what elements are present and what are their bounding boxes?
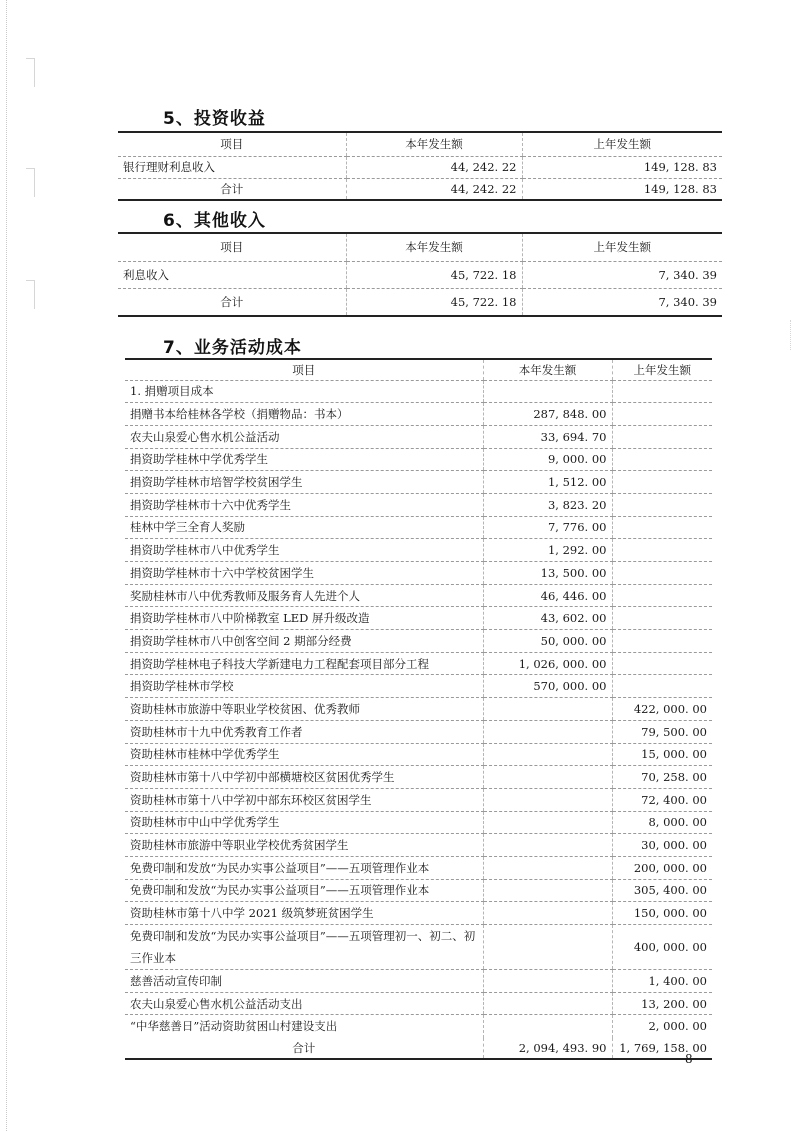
table-row	[118, 156, 722, 178]
table-row	[125, 834, 712, 857]
row-previous	[612, 471, 712, 494]
total-label: 合计	[292, 1040, 316, 1055]
row-item: 资助桂林市十九中优秀教育工作者	[125, 720, 483, 743]
table-row	[125, 856, 712, 879]
table-row	[125, 607, 712, 630]
table-row	[125, 425, 712, 448]
header-item: 项目	[118, 132, 346, 156]
row-item: 捐资助学桂林市培智学校贫困学生	[125, 471, 483, 494]
row-item: 捐资助学桂林市学校	[125, 675, 483, 698]
row-previous: 149, 128. 83	[522, 156, 722, 178]
row-item: 资助桂林市第十八中学初中部横塘校区贫困优秀学生	[125, 766, 483, 789]
row-item: 捐资助学桂林中学优秀学生	[125, 448, 483, 471]
row-item: 捐资助学桂林市八中阶梯教室 LED 屏升级改造	[125, 607, 483, 630]
header-current-year: 本年发生额	[346, 132, 522, 156]
row-item: 资助桂林市旅游中等职业学校优秀贫困学生	[125, 834, 483, 857]
table-row	[125, 493, 712, 516]
binding-hole-mark	[26, 168, 35, 197]
row-current: 13, 500. 00	[483, 562, 612, 585]
row-item: 农夫山泉爱心售水机公益活动	[125, 425, 483, 448]
table-row	[125, 788, 712, 811]
row-item: 慈善活动宣传印制	[125, 970, 483, 993]
row-current	[483, 856, 612, 879]
header-previous-year: 上年发生额	[522, 233, 722, 261]
row-item: 桂林中学三全育人奖励	[125, 516, 483, 539]
table-row	[125, 992, 712, 1015]
row-previous: 15, 000. 00	[612, 743, 712, 766]
row-item: 资助桂林市旅游中等职业学校贫困、优秀教师	[125, 698, 483, 721]
total-row	[118, 178, 722, 200]
row-item: 免费印制和发放“为民办实事公益项目”——五项管理作业本	[125, 879, 483, 902]
row-item: 捐资助学桂林市十六中优秀学生	[125, 493, 483, 516]
row-current: 1, 292. 00	[483, 539, 612, 562]
scan-artifact-mark	[790, 320, 797, 350]
row-item: 资助桂林市中山中学优秀学生	[125, 811, 483, 834]
investment-income-table	[118, 131, 722, 201]
row-previous	[612, 448, 712, 471]
other-income-table	[118, 232, 722, 317]
row-previous: 150, 000. 00	[612, 902, 712, 925]
row-item: 农夫山泉爱心售水机公益活动支出	[125, 992, 483, 1015]
header-current-year: 本年发生额	[346, 233, 522, 261]
row-current	[483, 811, 612, 834]
row-current	[483, 766, 612, 789]
row-previous	[612, 562, 712, 585]
table-row	[125, 652, 712, 675]
row-previous: 13, 200. 00	[612, 992, 712, 1015]
row-previous	[612, 607, 712, 630]
row-previous: 7, 340. 39	[522, 261, 722, 288]
row-previous: 1, 400. 00	[612, 970, 712, 993]
total-current: 2, 094, 493. 90	[483, 1038, 612, 1059]
header-item: 项目	[125, 359, 483, 380]
row-previous: 8, 000. 00	[612, 811, 712, 834]
table-row	[125, 720, 712, 743]
row-previous	[612, 380, 712, 403]
table-row	[125, 403, 712, 426]
header-item: 项目	[118, 233, 346, 261]
binding-hole-mark	[26, 280, 35, 309]
table-row	[125, 516, 712, 539]
table-row	[125, 471, 712, 494]
row-current: 43, 602. 00	[483, 607, 612, 630]
row-previous	[612, 425, 712, 448]
row-previous: 2, 000. 00	[612, 1015, 712, 1038]
row-current: 1, 512. 00	[483, 471, 612, 494]
row-previous: 305, 400. 00	[612, 879, 712, 902]
table-row	[125, 630, 712, 653]
row-current	[483, 1015, 612, 1038]
total-label: 合计	[220, 181, 244, 196]
row-item: 资助桂林市第十八中学 2021 级筑梦班贫困学生	[125, 902, 483, 925]
row-current: 1, 026, 000. 00	[483, 652, 612, 675]
row-previous	[612, 493, 712, 516]
row-item: 捐资助学桂林电子科技大学新建电力工程配套项目部分工程	[125, 652, 483, 675]
row-previous	[612, 630, 712, 653]
row-current	[483, 970, 612, 993]
row-item: 资助桂林市桂林中学优秀学生	[125, 743, 483, 766]
table-row	[125, 879, 712, 902]
row-previous: 72, 400. 00	[612, 788, 712, 811]
header-previous-year: 上年发生额	[522, 132, 722, 156]
table-row	[125, 584, 712, 607]
section-title-business-cost: 7、业务活动成本	[163, 338, 302, 358]
row-current: 46, 446. 00	[483, 584, 612, 607]
table-header-row	[118, 132, 722, 156]
row-previous: 30, 000. 00	[612, 834, 712, 857]
total-previous: 1, 769, 158. 00	[612, 1038, 712, 1059]
row-current: 45, 722. 18	[346, 261, 522, 288]
table-row	[125, 448, 712, 471]
row-current: 3, 823. 20	[483, 493, 612, 516]
row-current: 44, 242. 22	[346, 156, 522, 178]
row-current	[483, 380, 612, 403]
row-current: 33, 694. 70	[483, 425, 612, 448]
row-current	[483, 879, 612, 902]
table-row	[125, 675, 712, 698]
row-current	[483, 788, 612, 811]
table-row	[125, 562, 712, 585]
row-item: 奖励桂林市八中优秀教师及服务育人先进个人	[125, 584, 483, 607]
row-item: 捐资助学桂林市十六中学校贫困学生	[125, 562, 483, 585]
row-current	[483, 834, 612, 857]
page-number: 8	[685, 1052, 693, 1066]
table-row	[125, 766, 712, 789]
section-title-investment-income: 5、投资收益	[163, 109, 266, 129]
row-current: 9, 000. 00	[483, 448, 612, 471]
total-label: 合计	[220, 294, 244, 309]
row-item: 捐资助学桂林市八中优秀学生	[125, 539, 483, 562]
row-current	[483, 992, 612, 1015]
row-previous	[612, 652, 712, 675]
table-row	[125, 811, 712, 834]
table-row	[118, 261, 722, 288]
table-row	[125, 925, 712, 970]
row-current: 570, 000. 00	[483, 675, 612, 698]
total-row	[125, 1038, 712, 1059]
row-item: 捐资助学桂林市八中创客空间 2 期部分经费	[125, 630, 483, 653]
row-current	[483, 743, 612, 766]
binding-hole-mark	[26, 58, 35, 87]
row-previous	[612, 516, 712, 539]
row-item: “中华慈善日”活动资助贫困山村建设支出	[130, 1019, 338, 1034]
total-previous: 149, 128. 83	[522, 178, 722, 200]
row-previous	[612, 403, 712, 426]
scan-binding-edge	[6, 0, 8, 1131]
table-row	[125, 539, 712, 562]
row-previous: 70, 258. 00	[612, 766, 712, 789]
row-previous	[612, 584, 712, 607]
total-previous: 7, 340. 39	[522, 288, 722, 316]
header-current-year: 本年发生额	[483, 359, 612, 380]
table-row	[125, 970, 712, 993]
table-header-row	[118, 233, 722, 261]
row-current: 50, 000. 00	[483, 630, 612, 653]
row-item: 捐赠书本给桂林各学校（捐赠物品：书本）	[125, 403, 483, 426]
table-header-row	[125, 359, 712, 380]
row-item: 银行理财利息收入	[118, 156, 346, 178]
total-current: 44, 242. 22	[346, 178, 522, 200]
row-previous: 200, 000. 00	[612, 856, 712, 879]
row-previous	[612, 539, 712, 562]
row-current	[483, 698, 612, 721]
row-item: 1. 捐赠项目成本	[125, 380, 483, 403]
row-current: 287, 848. 00	[483, 403, 612, 426]
table-row	[125, 380, 712, 403]
section-title-other-income: 6、其他收入	[163, 211, 266, 231]
row-item: 免费印制和发放“为民办实事公益项目”——五项管理初一、初二、初三作业本	[125, 925, 483, 970]
row-current	[483, 720, 612, 743]
table-row	[125, 743, 712, 766]
row-item: 免费印制和发放“为民办实事公益项目”——五项管理作业本	[125, 856, 483, 879]
row-previous: 422, 000. 00	[612, 698, 712, 721]
row-previous: 400, 000. 00	[612, 925, 712, 970]
row-item: 资助桂林市第十八中学初中部东环校区贫困学生	[125, 788, 483, 811]
table-row	[125, 1015, 712, 1038]
total-row	[118, 288, 722, 316]
row-current: 7, 776. 00	[483, 516, 612, 539]
row-current	[483, 925, 612, 970]
table-row	[125, 902, 712, 925]
business-cost-table	[125, 358, 712, 1060]
table-row	[125, 698, 712, 721]
header-previous-year: 上年发生额	[612, 359, 712, 380]
total-current: 45, 722. 18	[346, 288, 522, 316]
row-previous	[612, 675, 712, 698]
row-item: 利息收入	[118, 261, 346, 288]
row-current	[483, 902, 612, 925]
row-previous: 79, 500. 00	[612, 720, 712, 743]
